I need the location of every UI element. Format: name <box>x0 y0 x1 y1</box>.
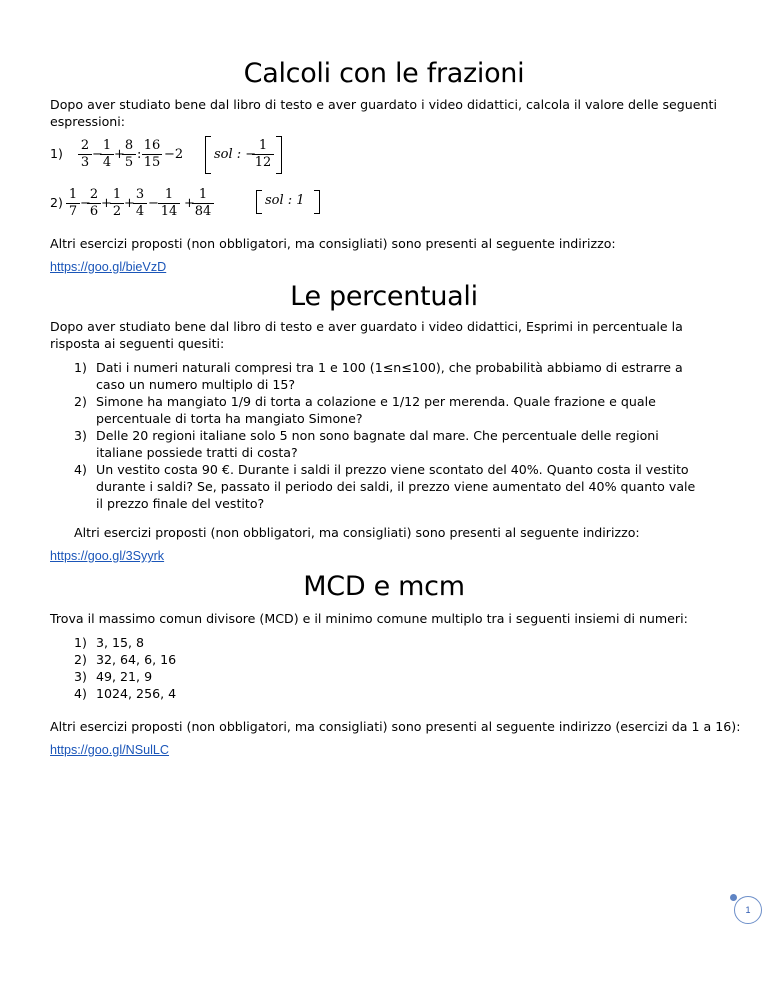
section-title-percentuali: Le percentuali <box>290 281 478 312</box>
fraction-denominator: 4 <box>135 204 145 219</box>
expression-1-body <box>78 138 198 174</box>
page-number-decoration <box>730 894 737 901</box>
fraction-denominator: 14 <box>160 204 178 219</box>
operator: + <box>114 147 125 162</box>
fraction-denominator: 6 <box>89 204 99 219</box>
list-item: 4) Un vestito costa 90 €. Durante i saldi il prezzo viene scontato del 40%. Quanto costa il vestito durante i saldi? Se, passato il periodo dei saldi, il prezzo viene aumentato del 40% quanto vale il prezzo finale del vestito? <box>74 462 696 511</box>
operator: − <box>92 147 103 162</box>
fraction-numerator: 1 <box>112 187 122 202</box>
expression-2-body <box>66 187 226 223</box>
mcd-list <box>74 634 474 702</box>
extra-exercises-text: Altri esercizi proposti (non obbligatori, ma consigliati) sono presenti al seguente indirizzo (esercizi da 1 a 16): <box>50 719 741 734</box>
fraction-denominator: 12 <box>254 155 272 170</box>
fraction-numerator: 2 <box>89 187 99 202</box>
fraction-denominator: 3 <box>80 155 90 170</box>
fraction-numerator: 16 <box>143 138 161 153</box>
operator: + <box>124 196 135 211</box>
fraction-numerator: 1 <box>258 138 268 153</box>
expression-2-label: 2) <box>50 195 63 210</box>
list-item: 1) Dati i numeri naturali compresi tra 1 e 100 (1≤n≤100), che probabilità abbiamo di estrarre a caso un numero multiplo di 15? <box>74 360 683 392</box>
operator: −2 <box>164 147 184 162</box>
list-item: 4) 1024, 256, 4 <box>74 686 177 701</box>
section-intro-frazioni: Dopo aver studiato bene dal libro di testo e aver guardato i video didattici, calcola il valore delle seguenti espressioni: <box>50 97 717 129</box>
solution-2 <box>256 190 320 214</box>
operator: : <box>137 147 142 162</box>
section-intro-percentuali: Dopo aver studiato bene dal libro di testo e aver guardato i video didattici, Esprimi in percentuale la risposta ai seguenti quesiti: <box>50 319 683 351</box>
page-number: 1 <box>734 896 762 924</box>
fraction-denominator: 2 <box>112 204 122 219</box>
fraction-denominator: 5 <box>124 155 134 170</box>
list-item: 2) Simone ha mangiato 1/9 di torta a colazione e 1/12 per merenda. Quale frazione e quale percentuale di torta ha mangiato Simone? <box>74 394 656 426</box>
exercise-link[interactable]: https://goo.gl/3Syyrk <box>50 549 165 563</box>
list-item: 1) 3, 15, 8 <box>74 635 145 650</box>
exercise-link[interactable]: https://goo.gl/NSulLC <box>50 743 170 757</box>
expression-1-label: 1) <box>50 146 63 161</box>
operator: + <box>101 196 112 211</box>
fraction-numerator: 8 <box>124 138 134 153</box>
list-item: 2) 32, 64, 6, 16 <box>74 652 177 667</box>
extra-exercises-text: Altri esercizi proposti (non obbligatori, ma consigliati) sono presenti al seguente indirizzo: <box>50 236 616 251</box>
fraction-denominator: 7 <box>68 204 78 219</box>
operator: + <box>184 196 195 211</box>
solution-1 <box>205 136 282 174</box>
list-item: 3) Delle 20 regioni italiane solo 5 non sono bagnate dal mare. Che percentuale delle regioni italiane possiede tratti di costa? <box>74 428 659 460</box>
solution-label: sol : − <box>214 147 257 162</box>
section-title-mcd-mcm: MCD e mcm <box>303 571 465 602</box>
fraction-denominator: 84 <box>194 204 212 219</box>
fraction-numerator: 1 <box>198 187 208 202</box>
percentuali-list <box>74 359 704 512</box>
exercise-link[interactable]: https://goo.gl/bieVzD <box>50 260 167 274</box>
operator: − <box>148 196 159 211</box>
fraction-numerator: 1 <box>164 187 174 202</box>
fraction-denominator: 4 <box>102 155 112 170</box>
fraction-numerator: 1 <box>102 138 112 153</box>
fraction-denominator: 15 <box>143 155 161 170</box>
fraction-numerator: 3 <box>135 187 145 202</box>
solution-label: sol : 1 <box>265 193 305 208</box>
section-title-frazioni: Calcoli con le frazioni <box>243 58 525 89</box>
extra-exercises-text: Altri esercizi proposti (non obbligatori, ma consigliati) sono presenti al seguente indirizzo: <box>74 525 640 540</box>
fraction-numerator: 2 <box>80 138 90 153</box>
list-item: 3) 49, 21, 9 <box>74 669 153 684</box>
operator: − <box>80 196 91 211</box>
fraction-numerator: 1 <box>68 187 78 202</box>
section-intro-mcd: Trova il massimo comun divisore (MCD) e il minimo comune multiplo tra i seguenti insiemi di numeri: <box>50 611 688 626</box>
